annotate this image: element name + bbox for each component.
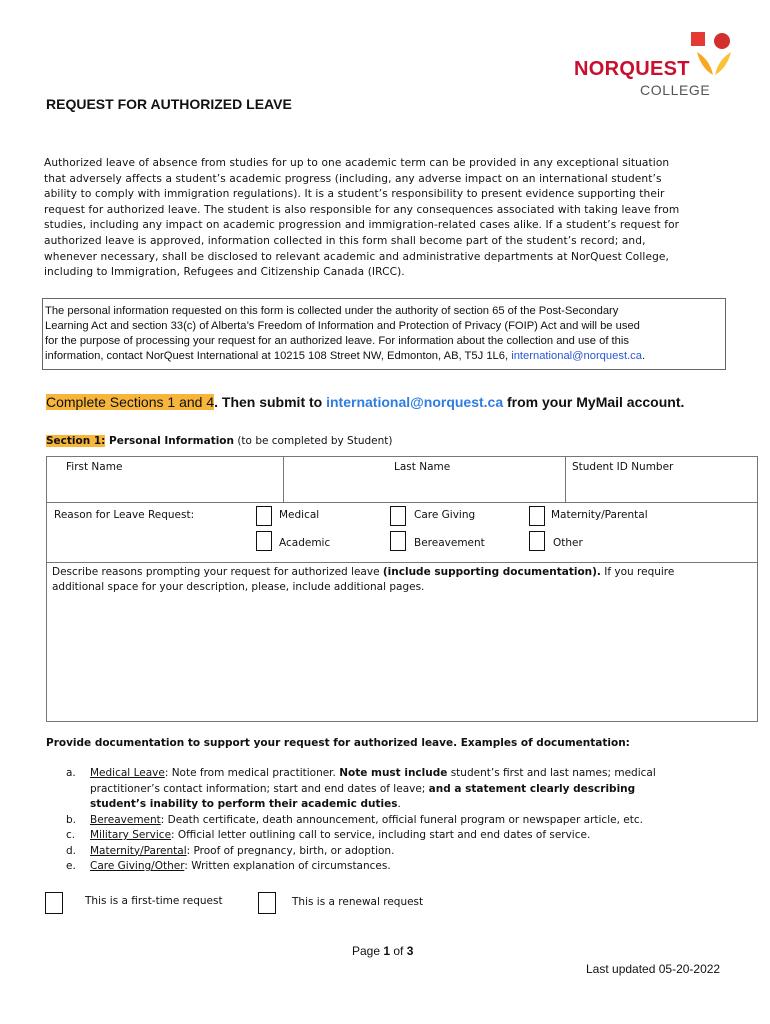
privacy-line: The personal information requested on this form is collected under the authority of section 65 of the Post-Secondary (45, 305, 619, 317)
list-text: : Death certificate, death announcement, official funeral program or newspaper article, etc. (160, 813, 643, 826)
last-name-field[interactable] (288, 476, 561, 498)
list-item (66, 813, 726, 829)
list-letter: a. (66, 767, 76, 779)
list-item (66, 766, 726, 813)
intro-paragraph (44, 156, 724, 281)
table-divider (46, 502, 758, 503)
intro-line: studies, including any impact on academic progression and immigration-related cases alike. If a student’s request for (44, 219, 680, 232)
intro-line: whenever necessary, shall be disclosed to relevant academic and administrative departments at NorQuest College, (44, 250, 670, 263)
medical-label: Medical (279, 509, 320, 521)
description-textarea[interactable] (50, 600, 754, 718)
list-letter: d. (66, 844, 77, 857)
last-name-label: Last Name (394, 461, 451, 473)
student-id-label: Student ID Number (572, 461, 674, 473)
military-service-term: Military Service (90, 829, 172, 841)
intro-line: that adversely affects a student’s academic progress (including, any adverse impact on an international student’s (44, 172, 662, 185)
page-total: 3 (406, 944, 414, 958)
care-giving-label: Care Giving (414, 509, 476, 521)
intro-line: ability to comply with immigration regulations). It is a student’s responsibility to present evidence supporting their (44, 188, 665, 201)
first-name-label: First Name (66, 461, 123, 473)
describe-line2: additional space for your description, please, include additional pages. (52, 581, 425, 593)
page-title: REQUEST FOR AUTHORIZED LEAVE (46, 96, 292, 112)
describe-text: Describe reasons prompting your request for authorized leave (52, 566, 383, 578)
bereavement-term: Bereavement (90, 813, 161, 826)
list-bold: Note must include (339, 767, 448, 779)
describe-bold: (include supporting documentation). (382, 566, 601, 578)
privacy-line: Learning Act and section 33(c) of Alberta’s Freedom of Information and Protection of Privacy (FOIP) Act and will be used (45, 320, 640, 332)
list-bold: student’s inability to perform their academic duties (90, 798, 398, 810)
list-line (90, 797, 726, 813)
maternity-parental-label: Maternity/Parental (551, 509, 648, 521)
list-letter: b. (66, 813, 77, 826)
intro-line: authorized leave is approved, information collected in this form shall become part of the student’s record; and, (44, 234, 646, 247)
privacy-notice (45, 304, 735, 364)
privacy-period: . (641, 350, 646, 362)
first-time-request-checkbox[interactable] (45, 892, 63, 914)
last-updated: Last updated 05-20-2022 (586, 962, 721, 976)
page-mid: of (390, 944, 407, 958)
table-divider (46, 562, 758, 563)
other-label: Other (553, 537, 583, 549)
describe-line (52, 565, 756, 580)
student-id-field[interactable] (570, 476, 754, 498)
instruction-highlight: Complete Sections 1 and 4 (46, 394, 215, 410)
list-letter: c. (66, 829, 76, 841)
table-divider (565, 456, 566, 502)
list-text: : Proof of pregnancy, birth, or adoption. (186, 844, 395, 857)
reason-label: Reason for Leave Request: (54, 509, 195, 521)
renewal-request-checkbox[interactable] (258, 892, 276, 914)
section1-note: (to be completed by Student) (234, 435, 393, 447)
first-time-request-label: This is a first-time request (85, 895, 223, 907)
page-number (352, 944, 413, 958)
maternity-parental-checkbox[interactable] (529, 506, 545, 526)
submission-instruction (46, 394, 684, 410)
privacy-line-text: information, contact NorQuest International at 10215 108 Street NW, Edmonton, AB, T5J 1L6, (45, 350, 512, 362)
maternity-parental-term: Maternity/Parental (90, 844, 187, 857)
bereavement-checkbox[interactable] (390, 531, 406, 551)
page-prefix: Page (352, 944, 384, 958)
documentation-heading: Provide documentation to support your request for authorized leave. Examples of documentation: (46, 737, 630, 749)
list-item (66, 844, 726, 860)
list-text: : Written explanation of circumstances. (184, 860, 391, 872)
academic-checkbox[interactable] (256, 531, 272, 551)
academic-label: Academic (279, 537, 331, 549)
privacy-email-link[interactable]: international@norquest.ca (511, 350, 642, 362)
medical-checkbox[interactable] (256, 506, 272, 526)
documentation-list (66, 766, 726, 875)
care-giving-other-term: Care Giving/Other (90, 860, 185, 872)
section1-heading (46, 435, 392, 447)
instruction-end: from your MyMail account. (503, 394, 685, 410)
care-giving-checkbox[interactable] (390, 506, 406, 526)
list-line (90, 766, 726, 782)
logo-subwordmark: COLLEGE (640, 82, 711, 98)
instruction-text: . Then submit to (214, 394, 327, 410)
list-item (66, 828, 726, 844)
first-name-field[interactable] (50, 476, 279, 498)
table-divider (757, 580, 758, 596)
list-bold: and a statement clearly describing (428, 782, 636, 795)
section1-label: Section 1: (46, 435, 106, 447)
list-item (66, 859, 726, 875)
renewal-request-label: This is a renewal request (292, 896, 424, 908)
describe-instructions (52, 565, 756, 595)
list-text: student’s first and last names; medical (447, 767, 656, 779)
list-text: . (397, 798, 401, 810)
intro-line: Authorized leave of absence from studies for up to one academic term can be provided in any exceptional situation (44, 157, 670, 169)
logo-wordmark: NORQUEST (574, 58, 690, 80)
list-text: : Note from medical practitioner. (164, 767, 340, 779)
table-divider (283, 456, 284, 502)
bereavement-label: Bereavement (414, 537, 485, 549)
submit-email-link[interactable]: international@norquest.ca (326, 394, 504, 410)
other-checkbox[interactable] (529, 531, 545, 551)
describe-end: If you require (600, 566, 675, 578)
medical-leave-term: Medical Leave (90, 767, 165, 779)
intro-line: including to Immigration, Refugees and Citizenship Canada (IRCC). (44, 266, 405, 279)
list-letter: e. (66, 860, 76, 872)
list-text: : Official letter outlining call to service, including start and end dates of service. (171, 829, 591, 841)
intro-line: request for authorized leave. The student is also responsible for any consequences associated with taking leave from (44, 203, 680, 216)
privacy-line: for the purpose of processing your request for an authorized leave. For information about the collection and use of this (45, 335, 629, 347)
page-current: 1 (383, 944, 391, 958)
privacy-line (45, 349, 735, 364)
list-line (90, 782, 726, 798)
list-text: practitioner’s contact information; start and end dates of leave; (90, 782, 429, 795)
section1-title: Personal Information (105, 435, 234, 447)
